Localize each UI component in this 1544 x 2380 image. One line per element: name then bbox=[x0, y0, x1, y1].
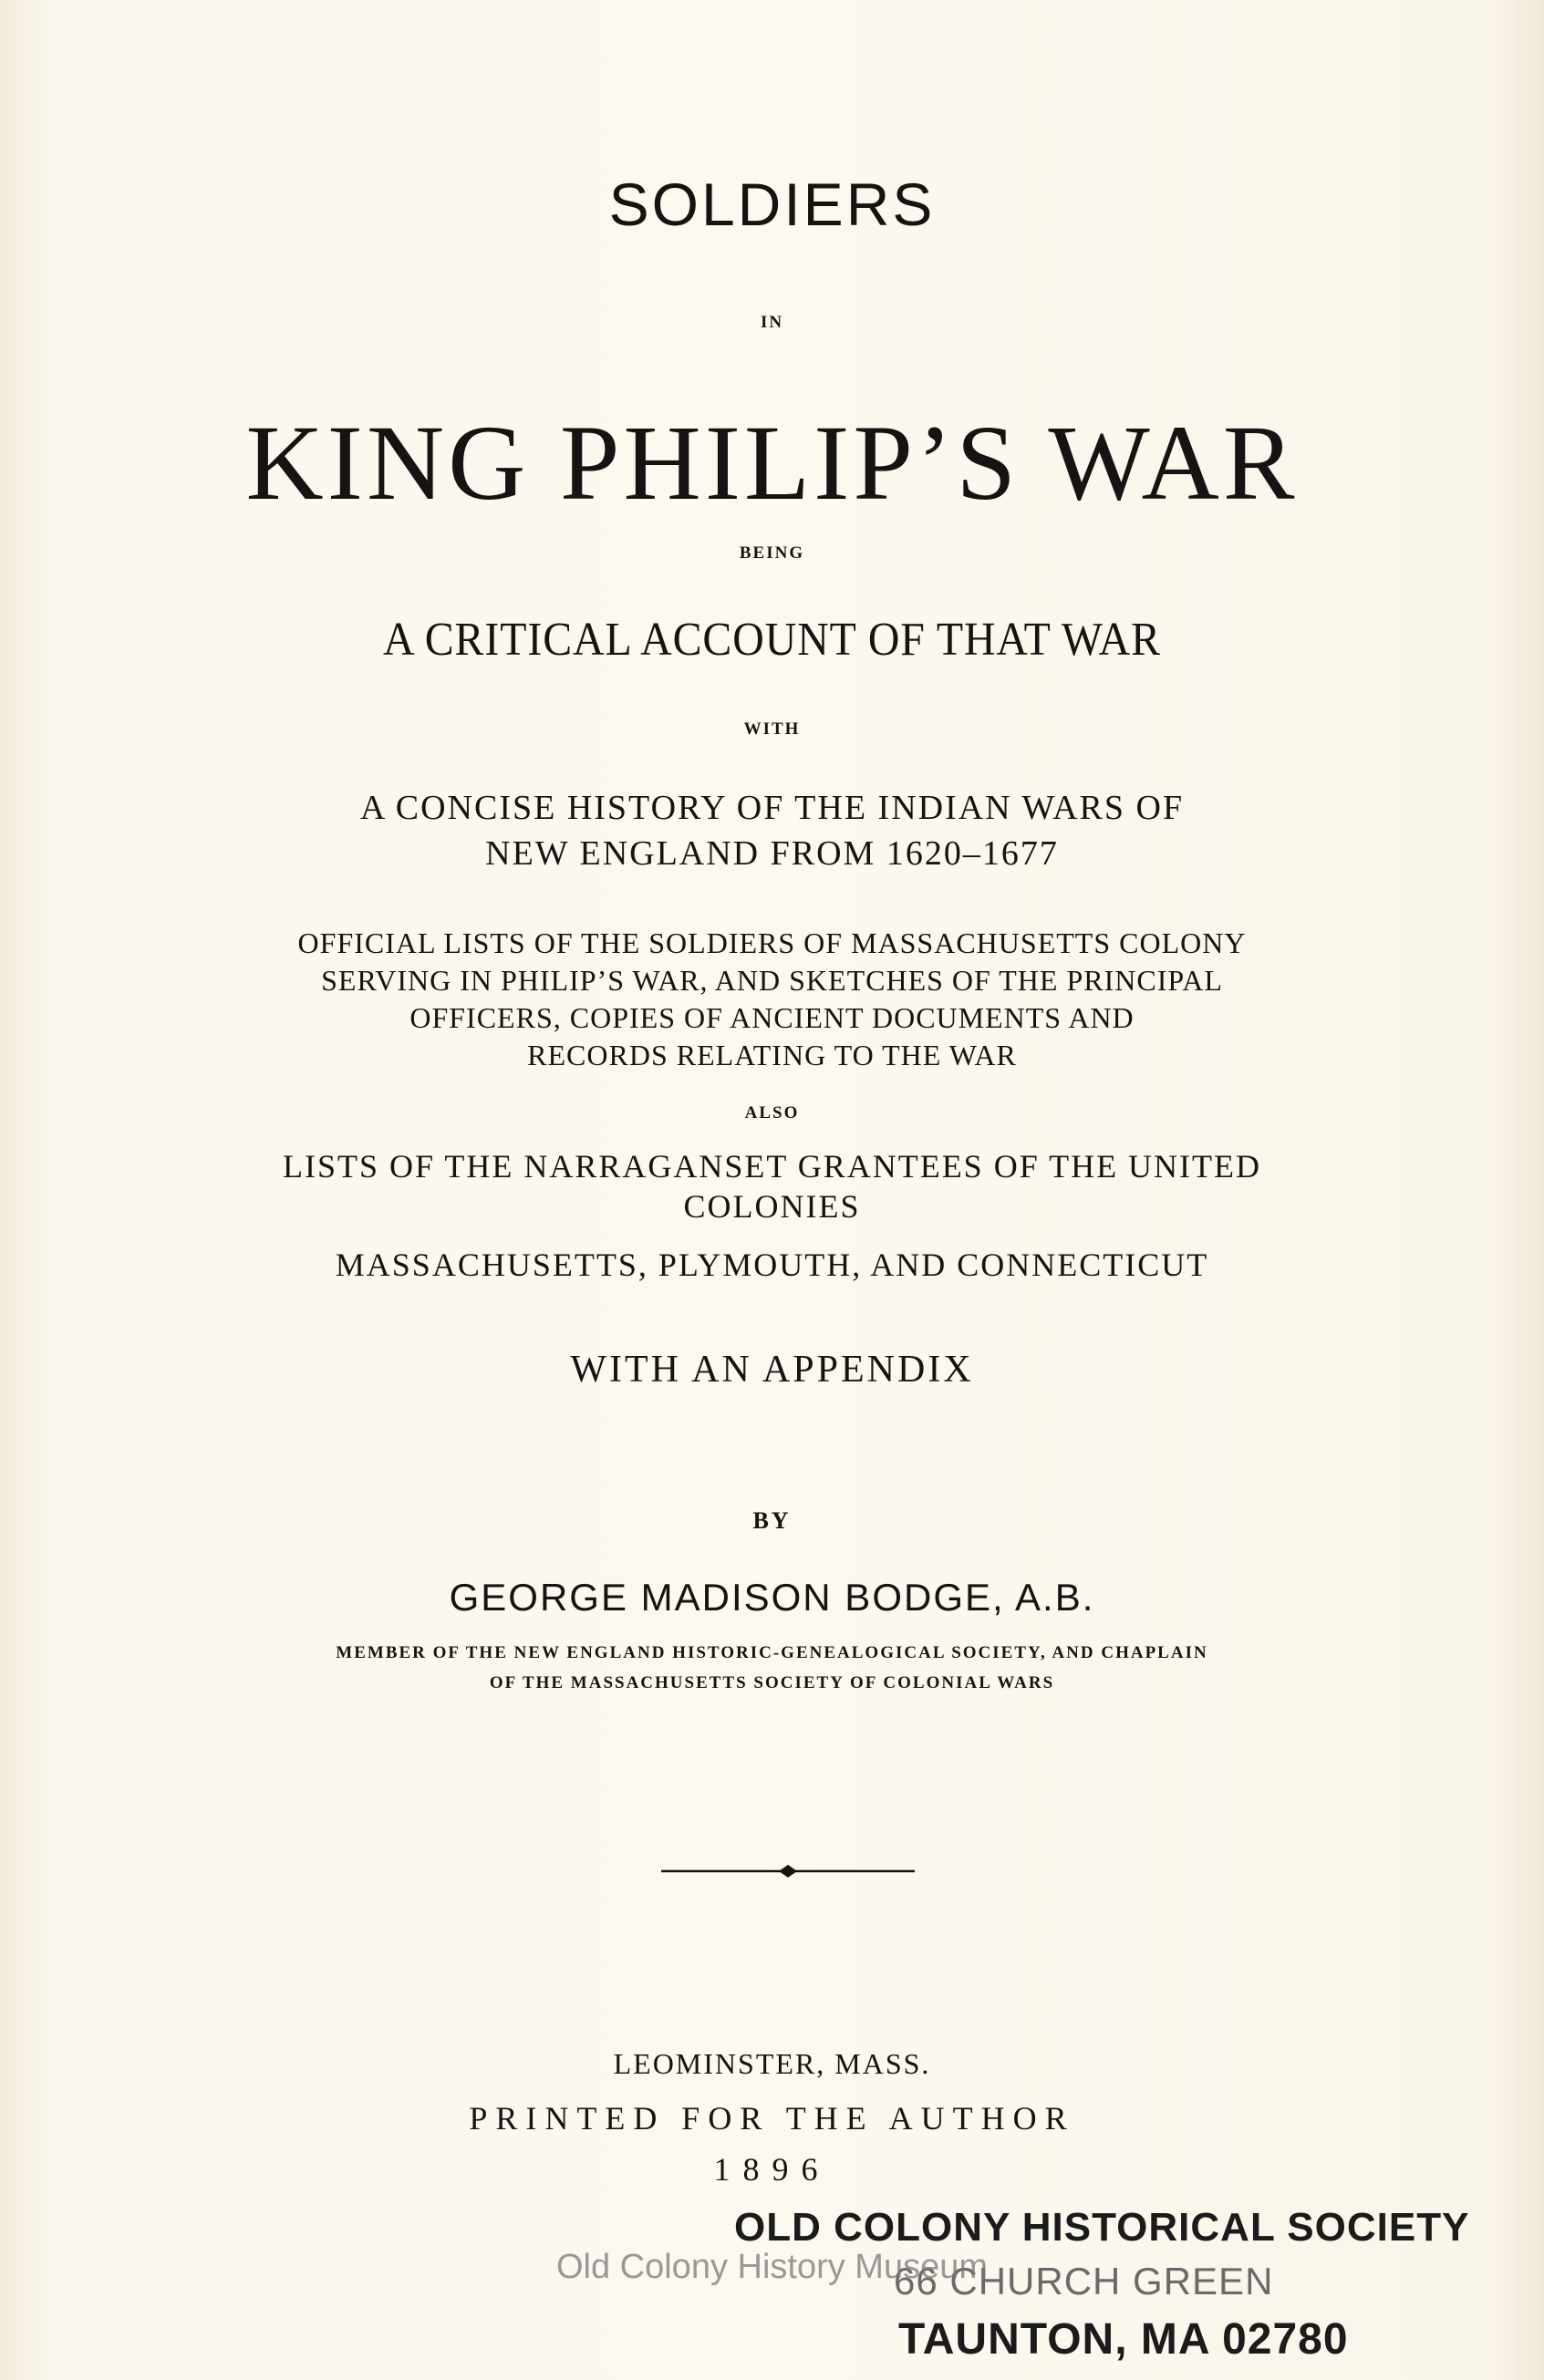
connector-also: ALSO bbox=[744, 1103, 800, 1123]
appendix-line: WITH AN APPENDIX bbox=[570, 1349, 974, 1391]
official-line-4: RECORDS RELATING TO THE WAR bbox=[527, 1039, 1017, 1071]
library-stamp-line-2: 66 CHURCH GREEN bbox=[894, 2260, 1274, 2302]
lists-line-2: COLONIES bbox=[683, 1188, 861, 1225]
official-line-1: OFFICIAL LISTS OF THE SOLDIERS OF MASSACHUSETTS COLONY bbox=[297, 926, 1247, 959]
library-stamp-line-3: TAUNTON, MA 02780 bbox=[898, 2315, 1349, 2364]
by-line: BY bbox=[752, 1507, 792, 1534]
watermark: Old Colony History Museum bbox=[555, 2248, 989, 2286]
heading-soldiers: SOLDIERS bbox=[608, 171, 936, 238]
subtitle: A CRITICAL ACCOUNT OF THAT WAR bbox=[383, 614, 1161, 666]
lists-line-3: MASSACHUSETTS, PLYMOUTH, AND CONNECTICUT bbox=[335, 1247, 1209, 1283]
member-line-1: MEMBER OF THE NEW ENGLAND HISTORIC-GENEALOGICAL SOCIETY, AND CHAPLAIN bbox=[336, 1643, 1208, 1662]
official-line-2: SERVING IN PHILIP’S WAR, AND SKETCHES OF THE PRINCIPAL bbox=[321, 964, 1223, 997]
connector-with: WITH bbox=[743, 719, 801, 739]
publication-place: LEOMINSTER, MASS. bbox=[613, 2047, 931, 2080]
connector-in: IN bbox=[760, 313, 784, 332]
connector-being: BEING bbox=[739, 543, 805, 563]
library-stamp-line-1: OLD COLONY HISTORICAL SOCIETY bbox=[734, 2205, 1470, 2250]
concise-line-1: A CONCISE HISTORY OF THE INDIAN WARS OF bbox=[359, 789, 1185, 827]
lists-line-1: LISTS OF THE NARRAGANSET GRANTEES OF THE UNITED bbox=[282, 1148, 1262, 1185]
author-name: GEORGE MADISON BODGE, A.B. bbox=[449, 1576, 1095, 1619]
ornament-rule bbox=[661, 1860, 915, 1882]
main-title: KING PHILIP’S WAR bbox=[245, 403, 1299, 523]
member-line-2: OF THE MASSACHUSETTS SOCIETY OF COLONIAL WARS bbox=[489, 1673, 1055, 1692]
printed-line: PRINTED FOR THE AUTHOR bbox=[469, 2100, 1075, 2137]
concise-line-2: NEW ENGLAND FROM 1620–1677 bbox=[485, 834, 1059, 873]
official-line-3: OFFICERS, COPIES OF ANCIENT DOCUMENTS AND bbox=[409, 1001, 1135, 1034]
publication-year: 1896 bbox=[713, 2151, 831, 2188]
